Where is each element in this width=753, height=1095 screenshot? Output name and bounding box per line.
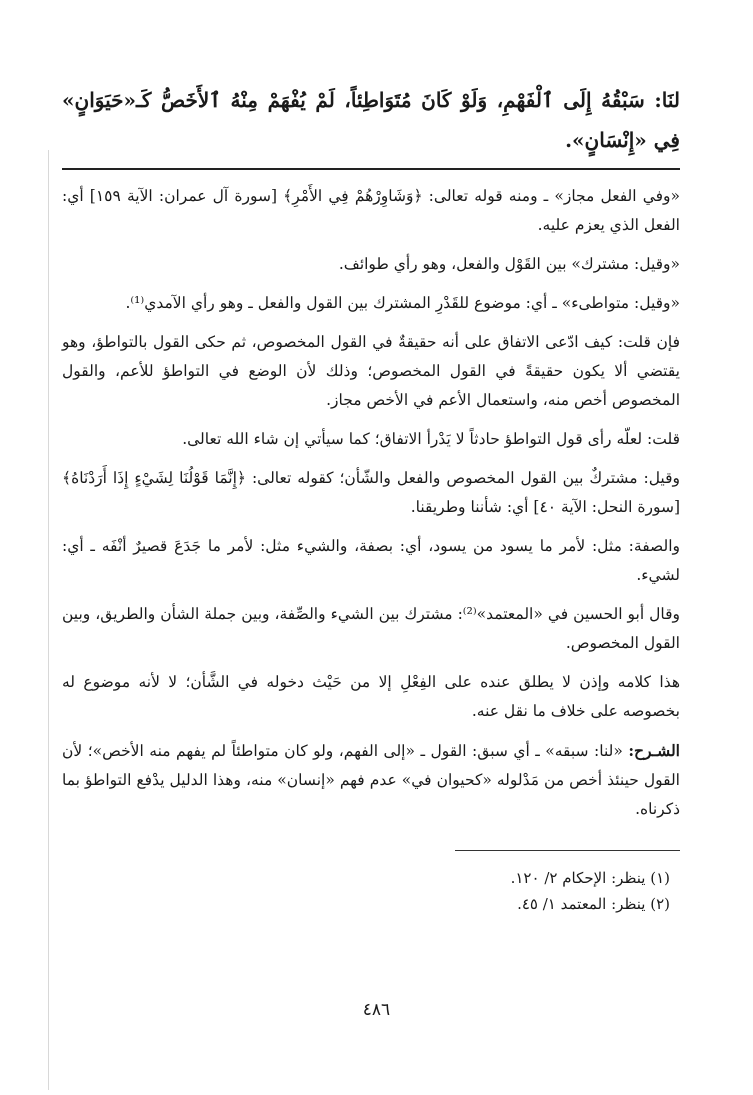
sharh-paragraph xyxy=(62,736,680,824)
paragraph: وقال أبو الحسين في «المعتمد»⁽²⁾: مشترك بين الشيء والصِّفة، وبين جملة الشأن والطريق، وبين القول المخصوص. xyxy=(62,605,680,652)
scan-margin-line xyxy=(48,150,49,1090)
footnote: (١) ينظر: الإحكام ٢/ ١٢٠. xyxy=(510,869,670,887)
paragraph: والصفة: مثل: لأمر ما يسود من يسود، أي: بصفة، والشيء مثل: لأمر ما جَدَعَ قصيرٌ أنْفَه ـ أي: لشيء. xyxy=(62,537,680,584)
matn-text: لنَا: سَبْقُهُ إِلَى ٱلْفَهْمِ، وَلَوْ كَانَ مُتَوَاطِئاً، لَمْ يُفْهَمْ مِنْهُ ٱلأَخَصُّ كَـ«حَيَوَانٍ» فِي «إِنْسَانٍ». xyxy=(62,88,680,152)
paragraph: «وقيل: مشترك» بين القَوْل والفعل، وهو رأي طوائف. xyxy=(338,255,680,273)
sharh-label: الشـرح: xyxy=(628,741,680,760)
footnote-divider xyxy=(455,850,680,851)
paragraph: فإن قلت: كيف ادّعى الاتفاق على أنه حقيقةٌ في القول المخصوص، ثم حكى القول بالتواطؤ، وهو يقتضي ألا يكون حقيقةً في القول المخصوص؛ وذلك لأن الوضع في التواطؤ للأعم، والقول المخصوص أخص منه، واستعمال الأعم في الأخص مجاز. xyxy=(62,333,680,409)
page-number: ٤٨٦ xyxy=(362,1000,391,1020)
paragraph: قلت: لعلّه رأى قول التواطؤ حادثاً لا يَدْرأ الاتفاق؛ كما سيأتي إن شاء الله تعالى. xyxy=(182,430,680,448)
paragraph: وقيل: مشتركٌ بين القول المخصوص والفعل والشّأن؛ كقوله تعالى: ﴿إِنَّمَا قَوْلُنَا لِشَيْءٍ إِذَا أَرَدْنَاهُ﴾ [سورة النحل: الآية ٤٠] أي: شأننا وطريقنا. xyxy=(62,469,680,516)
paragraph: «وفي الفعل مجاز» ـ ومنه قوله تعالى: ﴿وَشَاوِرْهُمْ فِي الأَمْرِ﴾ [سورة آل عمران: الآية ١٥٩] أي: الفعل الذي يعزم عليه. xyxy=(62,187,680,234)
footnote: (٢) ينظر: المعتمد ١/ ٤٥. xyxy=(517,895,670,913)
sharh-text: «لنا: سبقه» ـ أي سبق: القول ـ «إلى الفهم، ولو كان متواطئاً لم يفهم منه الأخص»؛ لأن القول حينئذ أخص من مَدْلوله «كحيوان في» عدم فهم «إنسان» منه، وهذا الدليل يدْفع التواطؤ بما ذكرناه. xyxy=(62,742,680,818)
paragraph: «وقيل: متواطىء» ـ أي: موضوع للقَدْرِ المشترك بين القول والفعل ـ وهو رأي الآمدي⁽¹⁾. xyxy=(125,294,680,312)
page-body xyxy=(62,80,680,917)
paragraph: هذا كلامه وإذن لا يطلق عنده على الفِعْلِ إلا من حَيْث دخوله في الشَّأن؛ لا لأنه موضوع له بخصوصه على خلاف ما نقل عنه. xyxy=(62,673,680,720)
matn-divider xyxy=(62,168,680,170)
